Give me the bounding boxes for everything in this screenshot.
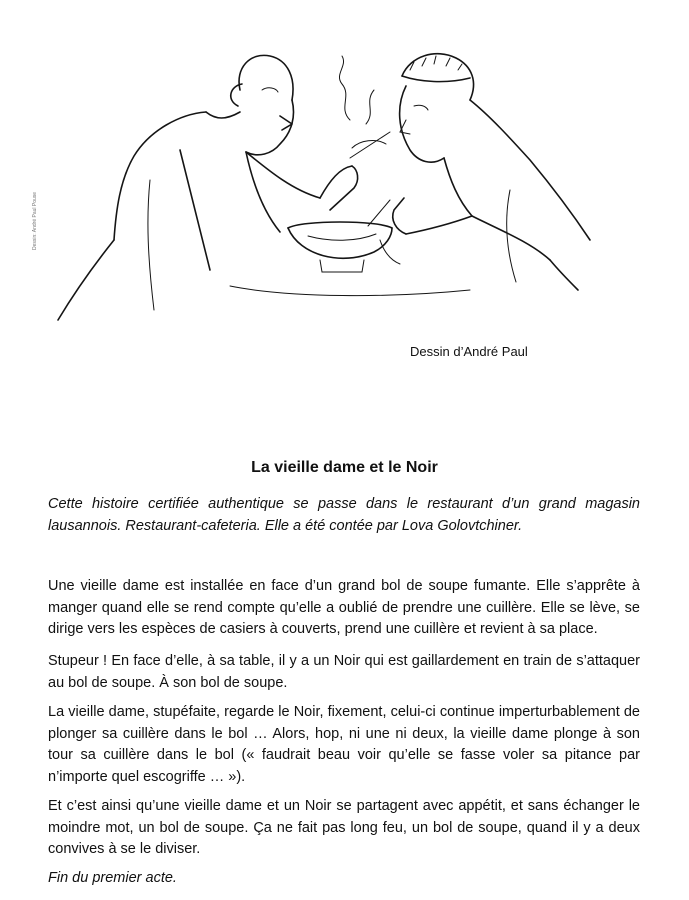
pen-drawing-icon — [30, 20, 600, 340]
story-title: La vieille dame et le Noir — [251, 459, 438, 476]
body-paragraph-4: Et c’est ainsi qu’une vieille dame et un Noir se partagent avec appétit, et sans échanger le moindre mot, un bol de soupe. Ça ne fait pas long feu, un bol de soupe, quand il y a deux convives à se le diviser. — [48, 798, 640, 857]
soup-sharing-illustration — [30, 20, 600, 340]
vertical-credit: Dessin: André Paul Pouse — [32, 191, 38, 250]
illustration-caption: Dessin d’André Paul — [410, 344, 528, 359]
closing-line: Fin du premier acte. — [48, 870, 177, 886]
body-paragraph-2: Stupeur ! En face d’elle, à sa table, il y a un Noir qui est gaillardement en train de s’attaquer au bol de soupe. À son bol de soupe. — [48, 653, 640, 691]
body-paragraph-1: Une vieille dame est installée en face d’un grand bol de soupe fumante. Elle s’apprête à manger quand elle se rend compte qu’elle a oublié de prendre une cuillère. Elle se lève, se dirige vers les espèces de casiers à couverts, prend une cuillère et revient à sa place. — [48, 578, 640, 637]
body-paragraph-3: La vieille dame, stupéfaite, regarde le Noir, fixement, celui-ci continue imperturbablement de plonger sa cuillère dans le bol … Alors, hop, ni une ni deux, la vieille dame plonge à son tour sa cuillère dans le bol (« faudrait beau voir qu’elle se fasse voler sa pitance par n’importe quel escogriffe … »). — [48, 704, 640, 785]
intro-paragraph: Cette histoire certifiée authentique se passe dans le restaurant d’un grand magasin lausannois. Restaurant-cafeteria. Elle a été contée par Lova Golovtchiner. — [48, 496, 640, 534]
